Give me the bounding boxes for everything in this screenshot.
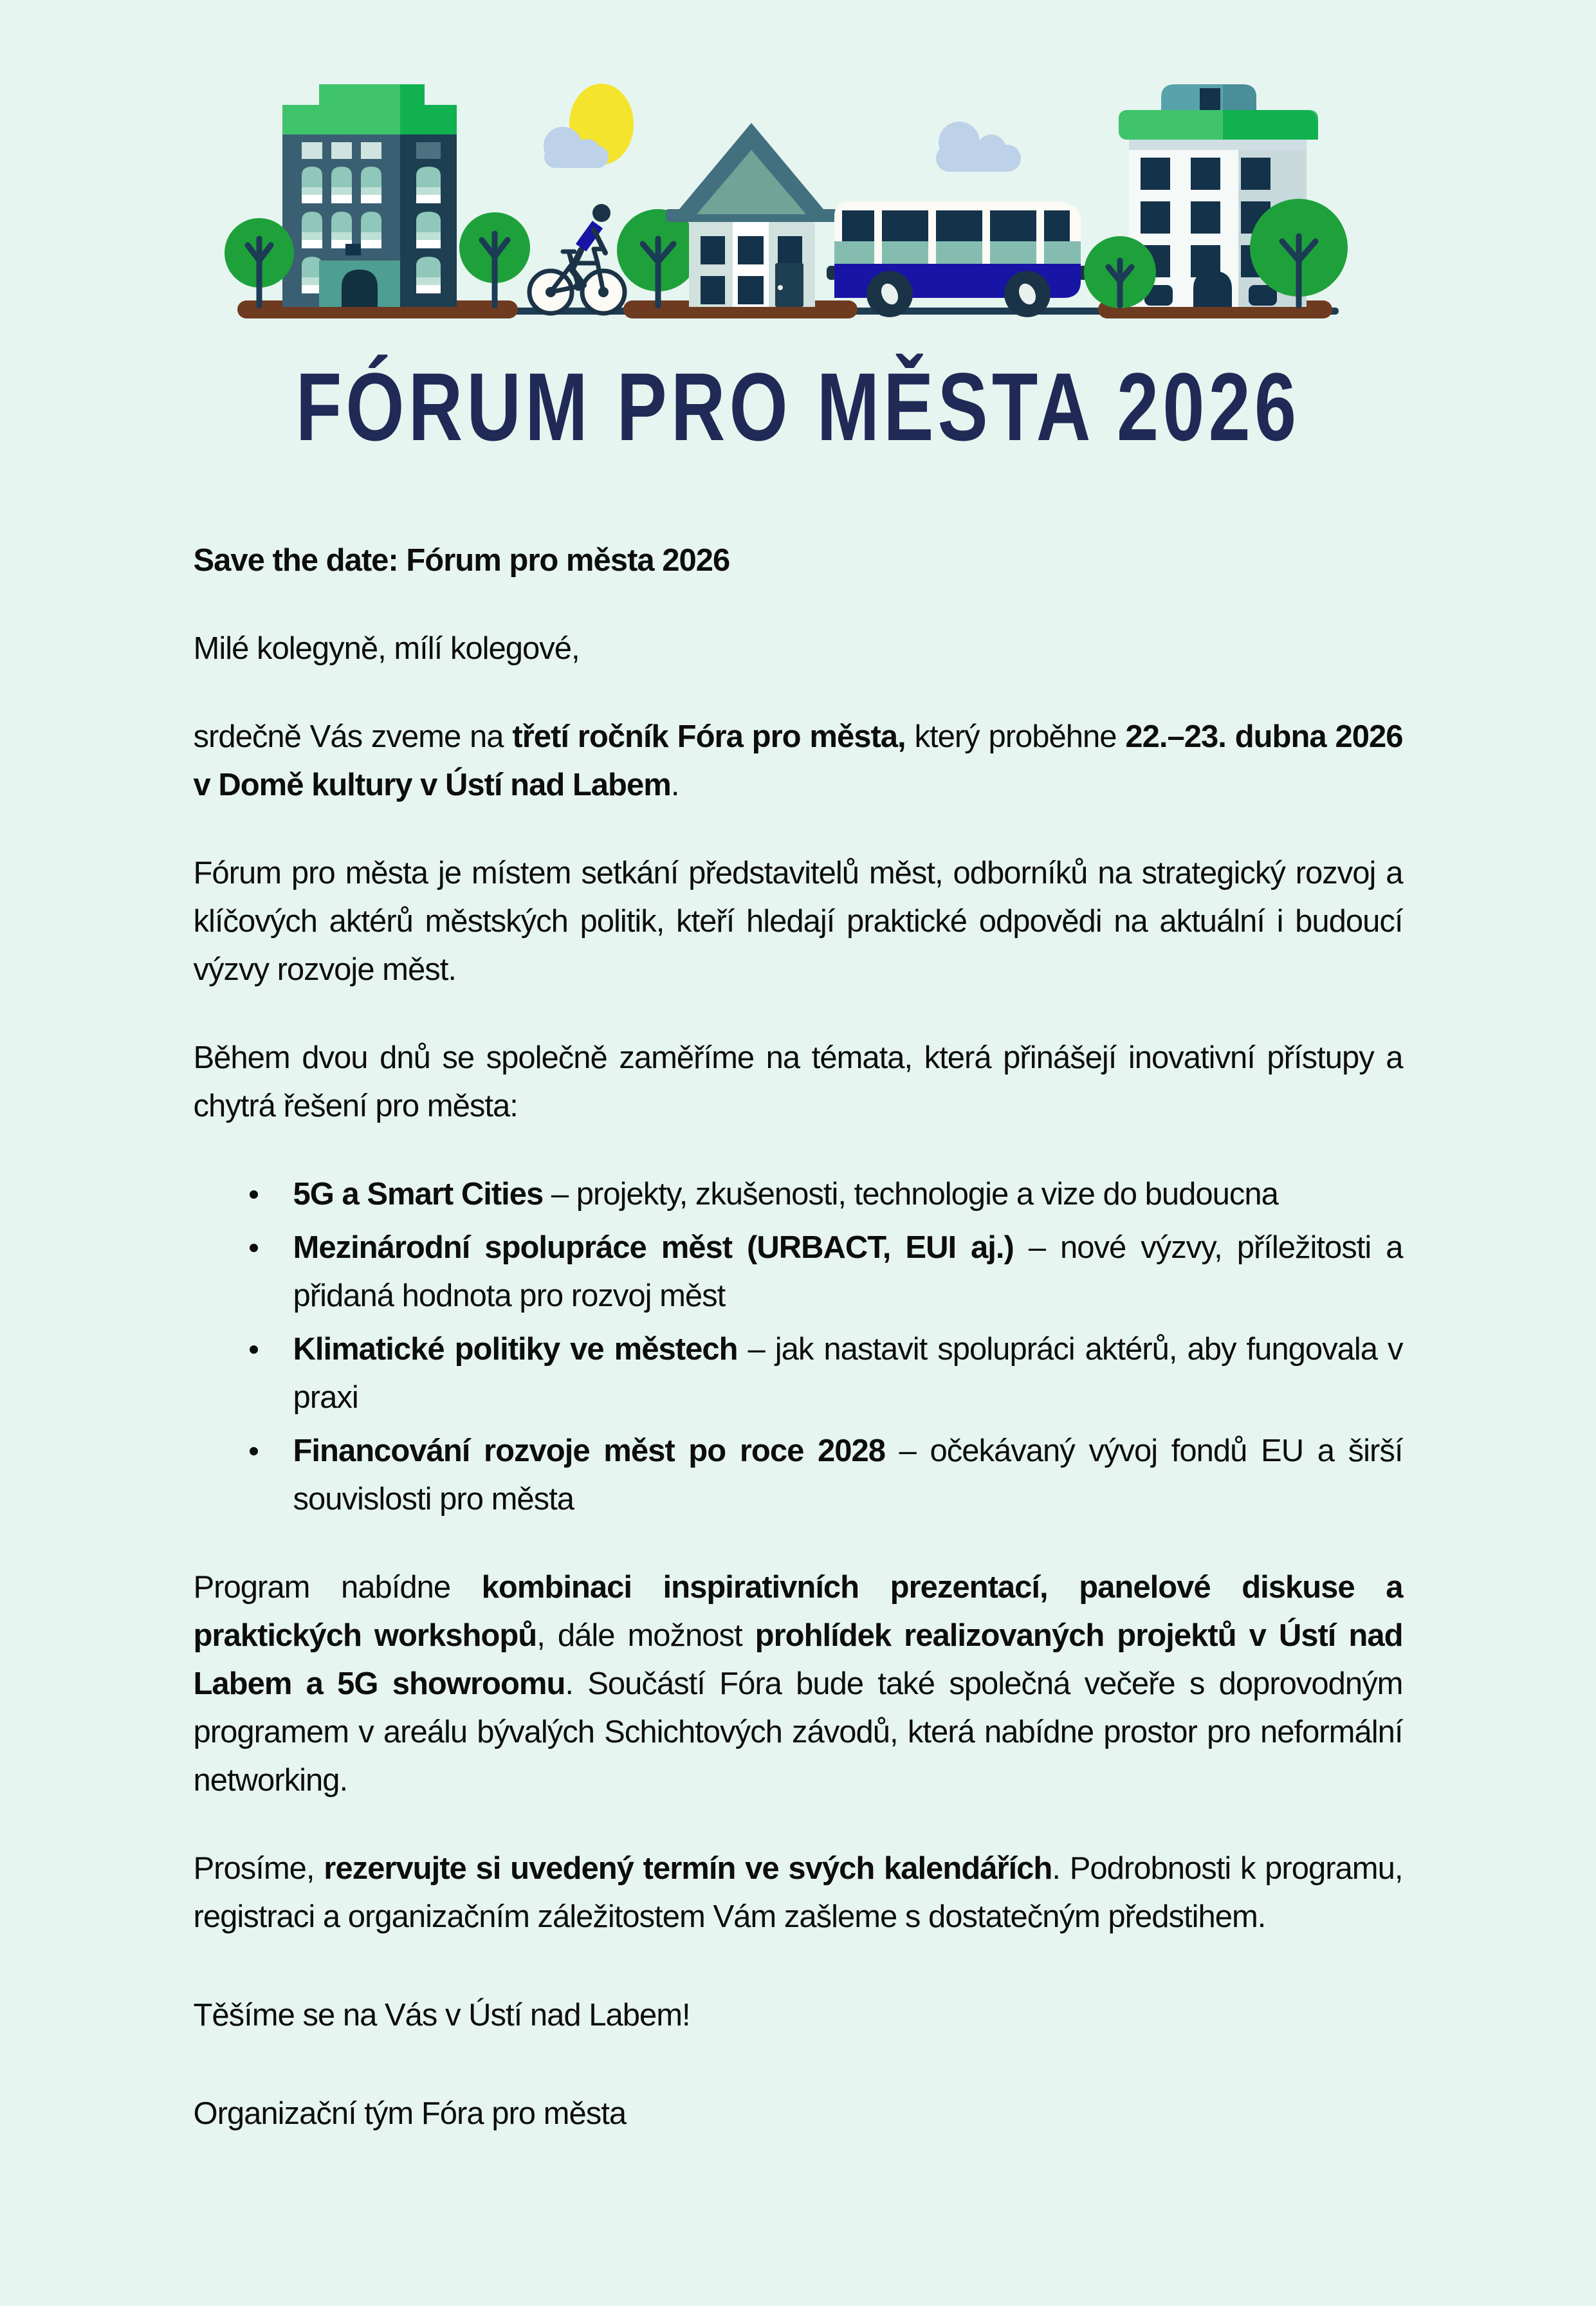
- signature: [194, 2090, 1403, 2138]
- topic-international-cooperation: [293, 1224, 1403, 1320]
- text: – nové výzvy, příležitosti a přidaná hodnota pro rozvoj měst: [293, 1230, 1403, 1313]
- header-illustration: [219, 48, 1377, 335]
- program-overview: [194, 1563, 1403, 1805]
- city-skyline-illustration: [219, 48, 1377, 331]
- tree: [1084, 236, 1156, 308]
- text: – jak nastavit spolupráci aktérů, aby fungovala v praxi: [293, 1332, 1403, 1415]
- text: Těšíme se na Vás v Ústí nad Labem!: [193, 1998, 690, 2033]
- letter-body: [194, 537, 1403, 2138]
- topic-financing: [293, 1427, 1403, 1524]
- text: Program nabídne: [193, 1570, 482, 1605]
- tree: [459, 212, 530, 306]
- text: . Podrobnosti k programu, registraci a organizačním záležitostem Vám zašleme s dostatečným předstihem.: [193, 1851, 1403, 1934]
- topics-intro: [194, 1034, 1403, 1130]
- topic-climate-policies: [293, 1325, 1403, 1422]
- bold-text: 5G a Smart Cities: [293, 1177, 544, 1212]
- tree: [617, 209, 699, 306]
- bold-text: rezervujte si uvedený termín ve svých kalendářích: [324, 1851, 1052, 1886]
- topic-5g-smart-cities: [293, 1170, 1403, 1219]
- bold-text: Save the date: Fórum pro města 2026: [193, 543, 730, 578]
- about-forum: [194, 849, 1403, 994]
- salutation: [194, 625, 1403, 673]
- family-house: [666, 123, 837, 307]
- text: Fórum pro města je místem setkání představitelů měst, odborníků na strategický rozvoj a klíčových aktérů městských politik, kteří hledají praktické odpovědi na aktuální i budoucí výzvy rozvoje měst.: [193, 856, 1403, 987]
- text: Prosíme,: [193, 1851, 324, 1886]
- invitation: [194, 713, 1403, 809]
- event-title: FÓRUM PRO MĚSTA 2026: [295, 353, 1301, 461]
- text: . Součástí Fóra bude také společná večeře s doprovodným programem v areálu bývalých Schichtových závodů, která nabídne prostor pro neformální networking.: [193, 1666, 1403, 1798]
- office-building: [282, 84, 457, 307]
- city-bus: [827, 201, 1088, 317]
- bold-text: prohlídek realizovaných projektů v Ústí nad Labem a 5G showroomu: [193, 1618, 1403, 1701]
- bold-text: 22.–23. dubna 2026 v Domě kultury v Ústí nad Labem: [193, 719, 1403, 802]
- text: Organizační tým Fóra pro města: [193, 2096, 627, 2131]
- email-subject-heading: [194, 537, 1403, 585]
- topics-list: [194, 1170, 1403, 1524]
- text: Během dvou dnů se společně zaměříme na témata, která přinášejí inovativní přístupy a chytrá řešení pro města:: [193, 1040, 1403, 1123]
- bold-text: třetí ročník Fóra pro města,: [512, 719, 906, 754]
- cloud-icon: [936, 122, 1021, 172]
- bold-text: Financování rozvoje měst po roce 2028: [293, 1434, 885, 1468]
- text: – očekávaný vývoj fondů EU a širší souvislosti pro města: [293, 1434, 1403, 1517]
- bold-text: Klimatické politiky ve městech: [293, 1332, 738, 1367]
- closing: [194, 1991, 1403, 2040]
- bus-wheel: [867, 271, 913, 317]
- text: .: [670, 768, 679, 802]
- calendar-request: [194, 1845, 1403, 1941]
- bus-wheel: [1004, 271, 1050, 317]
- text: srdečně Vás zveme na: [193, 719, 513, 754]
- cyclist: [529, 204, 625, 313]
- text: Milé kolegyně, mílí kolegové,: [193, 631, 580, 666]
- bold-text: kombinaci inspirativních prezentací, panelové diskuse a praktických workshopů: [193, 1570, 1403, 1653]
- text: – projekty, zkušenosti, technologie a vize do budoucna: [543, 1177, 1278, 1212]
- text: který proběhne: [905, 719, 1126, 754]
- bold-text: Mezinárodní spolupráce měst (URBACT, EUI aj.): [293, 1230, 1014, 1265]
- text: , dále možnost: [537, 1618, 755, 1653]
